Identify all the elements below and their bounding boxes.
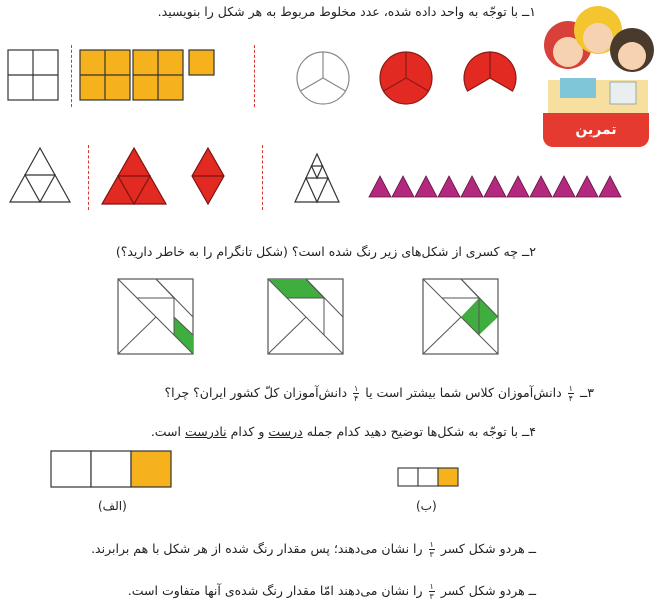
- statement2-fraction: $\frac{۱}{۳}$: [429, 582, 434, 601]
- purple-triangles: [369, 176, 621, 197]
- word-correct: درست: [268, 424, 303, 439]
- q1-row2-shapes: [0, 140, 640, 215]
- exercise-badge: تمرین: [543, 113, 649, 147]
- q1-text: ۱ــ با توجّه به واحد داده شده، عدد مخلوط مربوط به هر شکل را بنویسید.: [157, 4, 536, 19]
- tangram-2: [268, 279, 343, 354]
- unit-circle: [297, 52, 349, 104]
- unit-triangle: [10, 148, 70, 202]
- statement-1: ــ هردو شکل کسر $\frac{۱}{۳}$ را نشان می‌دهند؛ پس مقدار رنگ شده از هر شکل با هم برابرند.: [91, 540, 536, 559]
- divider-2: [254, 45, 255, 107]
- label-b: (ب): [416, 499, 437, 513]
- q3-fraction-2: $\frac{۱}{۴}$: [354, 384, 359, 403]
- q3-text: [164, 384, 594, 403]
- unit-triangle-2: [295, 154, 339, 202]
- q2-tangrams: [110, 276, 510, 358]
- bar-b: [397, 467, 461, 489]
- q1-row1-shapes: [0, 40, 640, 125]
- statement-2: ــ هردو شکل کسر $\frac{۱}{۳}$ را نشان می‌دهند امّا مقدار رنگ شده‌ی آنها متفاوت است.: [127, 582, 536, 601]
- q3-prefix: ۳ــ: [579, 385, 594, 400]
- q3-part1: دانش‌آموزان کلاس شما بیشتر است یا: [365, 385, 562, 400]
- red-circle: [380, 52, 432, 104]
- q3-part2: دانش‌آموزان کلّ کشور ایران؟ چرا؟: [164, 385, 348, 400]
- red-triangle: [102, 148, 166, 204]
- statement1-fraction: $\frac{۱}{۳}$: [429, 540, 434, 559]
- divider-1: [71, 45, 72, 107]
- q4-text: ۴ــ با توجّه به شکل‌ها توضیح دهید کدام جمله درست و کدام نادرست است.: [150, 424, 536, 439]
- tangram-1: [118, 279, 193, 354]
- red-partial-circle: [464, 52, 516, 91]
- q2-text: ۲ــ چه کسری از شکل‌های زیر رنگ شده است؟ (شکل تانگرام را به خاطر دارید؟): [115, 244, 536, 259]
- yellow-grids: [80, 50, 214, 100]
- bar-a: [50, 450, 180, 490]
- divider-4: [262, 145, 263, 210]
- red-diamond: [192, 148, 224, 204]
- word-wrong: نادرست: [185, 424, 227, 439]
- label-a: (الف): [98, 499, 127, 513]
- divider-3: [88, 145, 89, 210]
- q3-fraction: $\frac{۱}{۴}$: [568, 384, 573, 403]
- tangram-3: [423, 279, 498, 354]
